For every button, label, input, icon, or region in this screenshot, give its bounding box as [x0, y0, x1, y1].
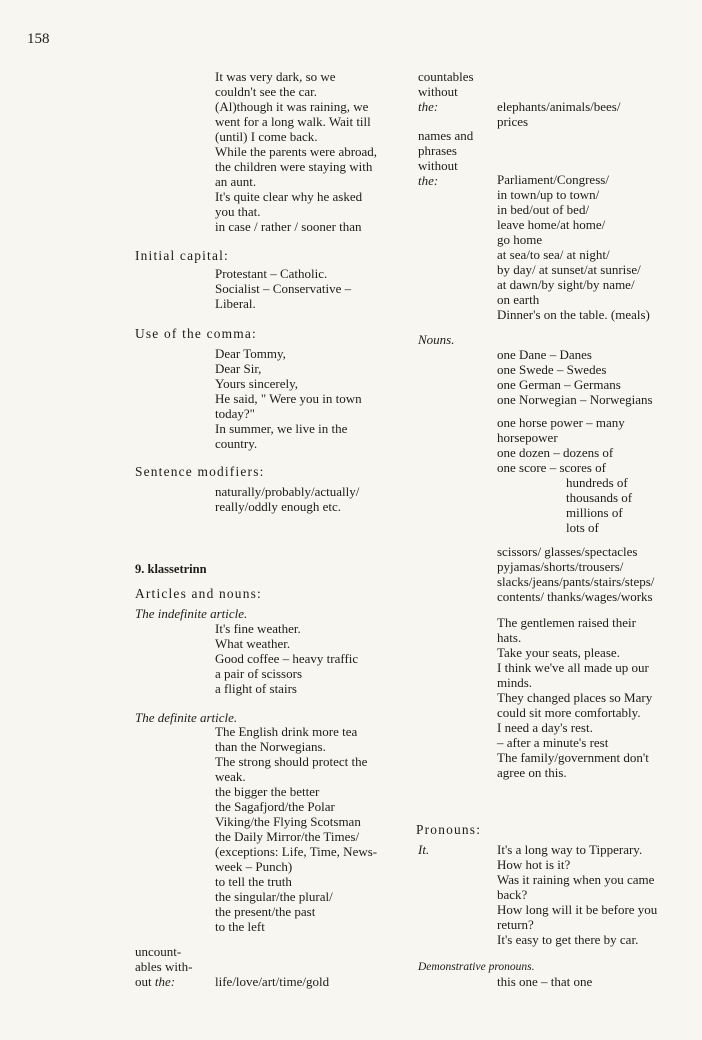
example-line: lots of	[566, 520, 599, 535]
modifier-examples	[215, 484, 359, 514]
label-definite-article: The definite article.	[135, 710, 238, 725]
example-line: It's easy to get there by car.	[497, 932, 639, 947]
example-line: Socialist – Conservative –	[215, 281, 352, 296]
example-line: Dinner's on the table. (meals)	[497, 307, 650, 322]
number-examples	[497, 415, 625, 475]
label-line: names and	[418, 128, 474, 143]
example-line: one German – Germans	[497, 377, 621, 392]
example-line: at sea/to sea/ at night/	[497, 247, 610, 262]
example-line: prices	[497, 114, 529, 129]
example-line: – after a minute's rest	[497, 735, 609, 750]
heading-sentence-modifiers: Sentence modifiers:	[135, 464, 265, 479]
example-line: The English drink more tea	[215, 724, 358, 739]
label-the: the:	[418, 99, 439, 114]
example-line: (until) I come back.	[215, 129, 318, 144]
example-line: by day/ at sunset/at sunrise/	[497, 262, 641, 277]
example-line: a flight of stairs	[215, 681, 297, 696]
label-the: the:	[154, 974, 176, 989]
example-line: Liberal.	[215, 296, 256, 311]
label-countables	[418, 69, 474, 114]
example-line: I think we've all made up our	[497, 660, 649, 675]
section-title: 9. klassetrinn	[135, 562, 207, 576]
heading-articles-nouns: Articles and nouns:	[135, 586, 262, 601]
example-line: the bigger the better	[215, 784, 320, 799]
example-line: on earth	[497, 292, 540, 307]
example-line: (Al)though it was raining, we	[215, 99, 369, 114]
nationality-examples	[497, 347, 653, 407]
example-line: The family/government don't	[497, 750, 649, 765]
example-line: They changed places so Mary	[497, 690, 653, 705]
label-line: without	[418, 158, 458, 173]
example-line: thousands of	[566, 490, 633, 505]
label-it: It.	[418, 842, 430, 857]
example-line: The strong should protect the	[215, 754, 368, 769]
noun-sentence-examples	[497, 615, 652, 780]
label-line: uncount-	[135, 944, 182, 959]
example-line: Parliament/Congress/	[497, 172, 609, 187]
example-line: Good coffee – heavy traffic	[215, 651, 359, 666]
example-line: Take your seats, please.	[497, 645, 620, 660]
uncountables-example: life/love/art/time/gold	[215, 974, 330, 989]
example-line: really/oddly enough etc.	[215, 499, 341, 514]
label-line: ables with-	[135, 959, 193, 974]
example-line: elephants/animals/bees/	[497, 99, 621, 114]
label-names-phrases	[418, 128, 473, 188]
example-line: the present/the past	[215, 904, 316, 919]
example-line: horsepower	[497, 430, 558, 445]
example-line: country.	[215, 436, 258, 451]
example-line: an aunt.	[215, 174, 257, 189]
example-line: in town/up to town/	[497, 187, 600, 202]
example-line: slacks/jeans/pants/stairs/steps/	[497, 574, 655, 589]
example-line: How hot is it?	[497, 857, 571, 872]
example-line: pyjamas/shorts/trousers/	[497, 559, 624, 574]
example-line: contents/ thanks/wages/works	[497, 589, 653, 604]
example-line: millions of	[566, 505, 623, 520]
example-line: naturally/probably/actually/	[215, 484, 360, 499]
label-line: countables	[418, 69, 474, 84]
example-line: went for a long walk. Wait till	[215, 114, 371, 129]
example-line: hats.	[497, 630, 522, 645]
example-line: today?"	[215, 406, 255, 421]
indefinite-examples	[215, 621, 358, 696]
example-line: one Norwegian – Norwegians	[497, 392, 653, 407]
it-examples	[497, 842, 657, 947]
example-line: in bed/out of bed/	[497, 202, 590, 217]
page-number: 158	[27, 31, 50, 47]
example-line: to the left	[215, 919, 265, 934]
example-line: Protestant – Catholic.	[215, 266, 328, 281]
heading-pronouns: Pronouns:	[416, 822, 482, 837]
example-line: How long will it be before you	[497, 902, 658, 917]
example-line: The gentlemen raised their	[497, 615, 636, 630]
example-line: the Daily Mirror/the Times/	[215, 829, 360, 844]
demonstrative-example: this one – that one	[497, 974, 593, 989]
example-line: week – Punch)	[215, 859, 293, 874]
example-line: the children were staying with	[215, 159, 373, 174]
example-line: Dear Sir,	[215, 361, 262, 376]
comma-examples	[215, 346, 362, 451]
example-line: I need a day's rest.	[497, 720, 593, 735]
names-examples	[497, 172, 650, 322]
example-line: scissors/ glasses/spectacles	[497, 544, 638, 559]
example-line: He said, " Were you in town	[215, 391, 362, 406]
example-line: It was very dark, so we	[215, 69, 336, 84]
label-line: without	[418, 84, 458, 99]
example-line: While the parents were abroad,	[215, 144, 378, 159]
example-line: you that.	[215, 204, 261, 219]
example-line: (exceptions: Life, Time, News-	[215, 844, 378, 859]
number-sub-examples	[566, 475, 632, 535]
label-uncountables	[135, 944, 192, 989]
conjunction-examples	[215, 69, 377, 234]
label-demonstrative-pronouns: Demonstrative pronouns.	[418, 961, 535, 973]
example-line: What weather.	[215, 636, 291, 651]
example-line: It's fine weather.	[215, 621, 301, 636]
example-line: Viking/the Flying Scotsman	[215, 814, 361, 829]
example-line: It's quite clear why he asked	[215, 189, 363, 204]
example-line: the singular/the plural/	[215, 889, 333, 904]
example-line: Dear Tommy,	[215, 346, 286, 361]
example-line: weak.	[215, 769, 246, 784]
example-line: one score – scores of	[497, 460, 607, 475]
label-nouns: Nouns.	[418, 332, 455, 347]
example-line: than the Norwegians.	[215, 739, 326, 754]
label-the: the:	[418, 173, 439, 188]
label-line: phrases	[418, 143, 457, 158]
example-line: one Dane – Danes	[497, 347, 592, 362]
example-line: leave home/at home/	[497, 217, 606, 232]
label-line: out	[135, 974, 152, 989]
example-line: In summer, we live in the	[215, 421, 348, 436]
example-line: agree on this.	[497, 765, 567, 780]
example-line: to tell the truth	[215, 874, 292, 889]
example-line: back?	[497, 887, 528, 902]
example-line: at dawn/by sight/by name/	[497, 277, 635, 292]
example-line: the Sagafjord/the Polar	[215, 799, 335, 814]
example-line: a pair of scissors	[215, 666, 303, 681]
example-line: go home	[497, 232, 543, 247]
example-line: hundreds of	[566, 475, 628, 490]
example-line: It's a long way to Tipperary.	[497, 842, 643, 857]
countables-examples	[497, 99, 620, 129]
heading-comma: Use of the comma:	[135, 326, 257, 341]
example-line: Yours sincerely,	[215, 376, 299, 391]
example-line: minds.	[497, 675, 533, 690]
example-line: one dozen – dozens of	[497, 445, 614, 460]
example-line: Was it raining when you came	[497, 872, 655, 887]
example-line: could sit more comfortably.	[497, 705, 641, 720]
initial-capital-examples	[215, 266, 351, 311]
definite-examples	[215, 724, 377, 934]
label-indefinite-article: The indefinite article.	[135, 606, 248, 621]
example-line: one horse power – many	[497, 415, 625, 430]
example-line: in case / rather / sooner than	[215, 219, 362, 234]
plural-examples	[497, 544, 654, 604]
heading-initial-capital: Initial capital:	[135, 248, 229, 263]
example-line: one Swede – Swedes	[497, 362, 607, 377]
example-line: couldn't see the car.	[215, 84, 317, 99]
example-line: return?	[497, 917, 534, 932]
